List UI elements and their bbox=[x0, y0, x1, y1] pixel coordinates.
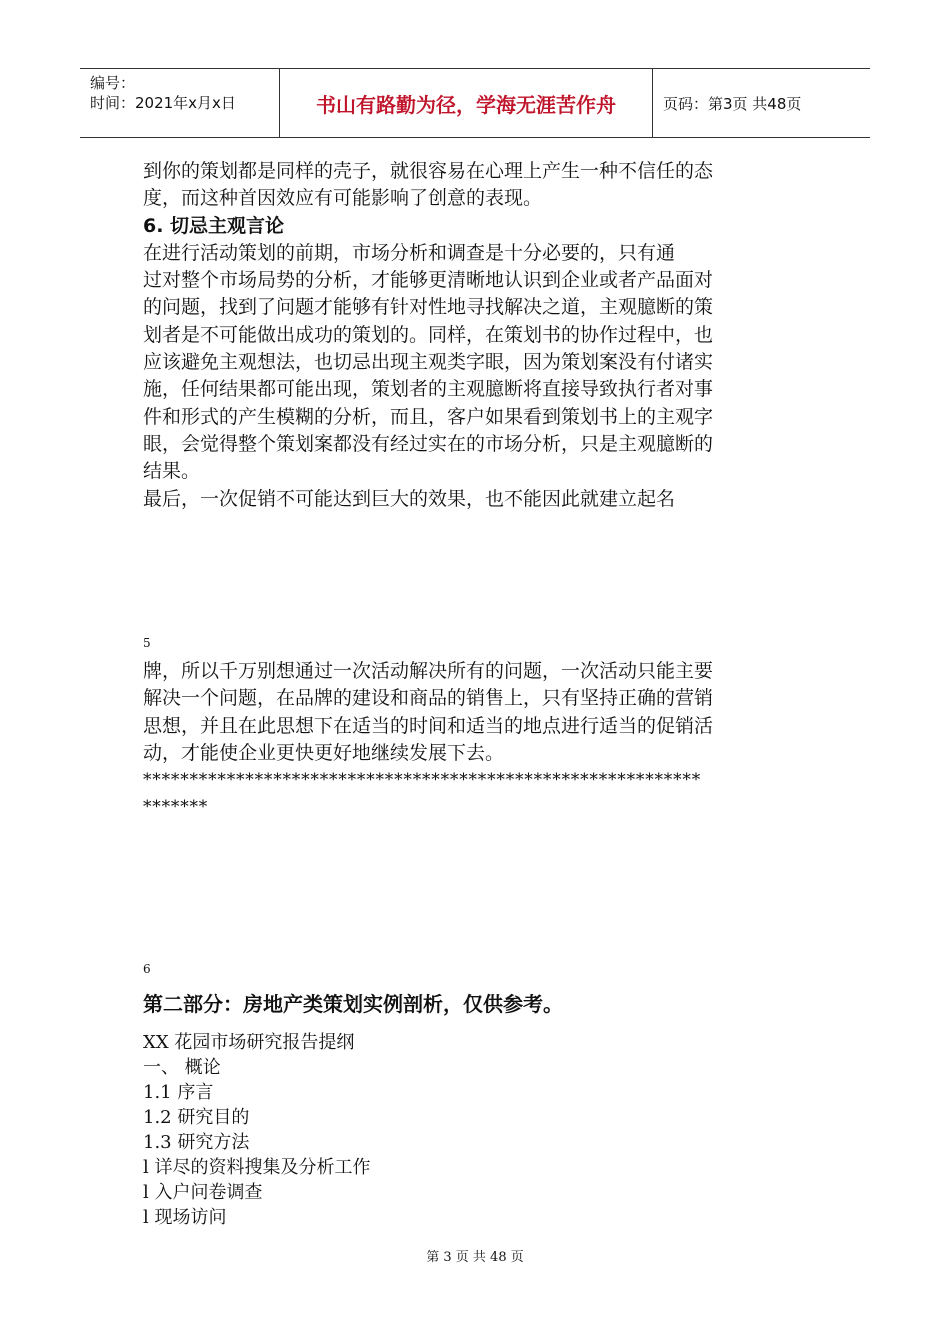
time-label: 时间：2021年x月x日 bbox=[90, 94, 236, 112]
paragraph-line: 件和形式的产生模糊的分析，而且，客户如果看到策划书上的主观字 bbox=[143, 405, 714, 428]
paragraph-line: 牌，所以千万别想通过一次活动解决所有的问题，一次活动只能主要 bbox=[143, 660, 714, 682]
paragraph-line: 的问题，找到了问题才能够有针对性地寻找解决之道，主观臆断的策 bbox=[143, 296, 714, 319]
paragraph-line: 最后，一次促销不可能达到巨大的效果，也不能因此就建立起名 bbox=[143, 487, 676, 510]
paragraph-line: 应该避免主观想法，也切忌出现主观类字眼，因为策划案没有付诸实 bbox=[143, 351, 714, 374]
outline-item: 1.1 序言 bbox=[143, 1082, 214, 1103]
paragraph-line: 划者是不可能做出成功的策划的。同样，在策划书的协作过程中，也 bbox=[143, 323, 714, 346]
number-label: 编号： bbox=[90, 74, 136, 92]
outline-item: l 详尽的资料搜集及分析工作 bbox=[143, 1157, 371, 1178]
outline-item: l 现场访问 bbox=[143, 1207, 227, 1228]
paragraph-line: 动，才能使企业更快更好地继续发展下去。 bbox=[143, 741, 505, 764]
header-meta bbox=[80, 69, 280, 137]
section-heading: 6. 切忌主观言论 bbox=[143, 214, 285, 237]
body-text-block-1 bbox=[143, 158, 783, 513]
section-2-title: 第二部分：房地产类策划实例剖析，仅供参考。 bbox=[143, 992, 563, 1016]
outline-item: 1.2 研究目的 bbox=[143, 1107, 250, 1128]
page-footer: 第 3 页 共 48 页 bbox=[426, 1250, 524, 1265]
paragraph-line: 在进行活动策划的前期，市场分析和调查是十分必要的，只有通 bbox=[143, 241, 676, 264]
paragraph-line: 度，而这种首因效应有可能影响了创意的表现。 bbox=[143, 187, 543, 210]
outline-item: 一、 概论 bbox=[143, 1057, 221, 1078]
header-page-info: 页码：第3页 共48页 bbox=[663, 94, 802, 113]
outline-item: XX 花园市场研究报告提纲 bbox=[143, 1032, 355, 1053]
paragraph-line: 思想，并且在此思想下在适当的时间和适当的地点进行适当的促销活 bbox=[143, 714, 714, 737]
asterisk-divider: ******* bbox=[143, 797, 209, 818]
page-mark-6: 6 bbox=[143, 962, 151, 976]
page-header bbox=[80, 68, 870, 138]
header-motto: 书山有路勤为径，学海无涯苦作舟 bbox=[280, 69, 653, 137]
paragraph-line: 结果。 bbox=[143, 460, 201, 483]
paragraph-line: 施，任何结果都可能出现，策划者的主观臆断将直接导致执行者对事 bbox=[143, 378, 714, 401]
paragraph-line: 眼，会觉得整个策划案都没有经过实在的市场分析，只是主观臆断的 bbox=[143, 432, 714, 455]
asterisk-divider: ************************************************************ bbox=[143, 770, 701, 791]
outline-list bbox=[143, 1030, 370, 1230]
body-text-block-2 bbox=[143, 658, 783, 822]
paragraph-line: 到你的策划都是同样的壳子，就很容易在心理上产生一种不信任的态 bbox=[143, 160, 714, 182]
outline-item: 1.3 研究方法 bbox=[143, 1132, 250, 1153]
outline-item: l 入户问卷调查 bbox=[143, 1182, 263, 1203]
page-mark-5: 5 bbox=[143, 636, 151, 650]
paragraph-line: 过对整个市场局势的分析，才能够更清晰地认识到企业或者产品面对 bbox=[143, 269, 714, 292]
paragraph-line: 解决一个问题，在品牌的建设和商品的销售上，只有坚持正确的营销 bbox=[143, 687, 714, 710]
